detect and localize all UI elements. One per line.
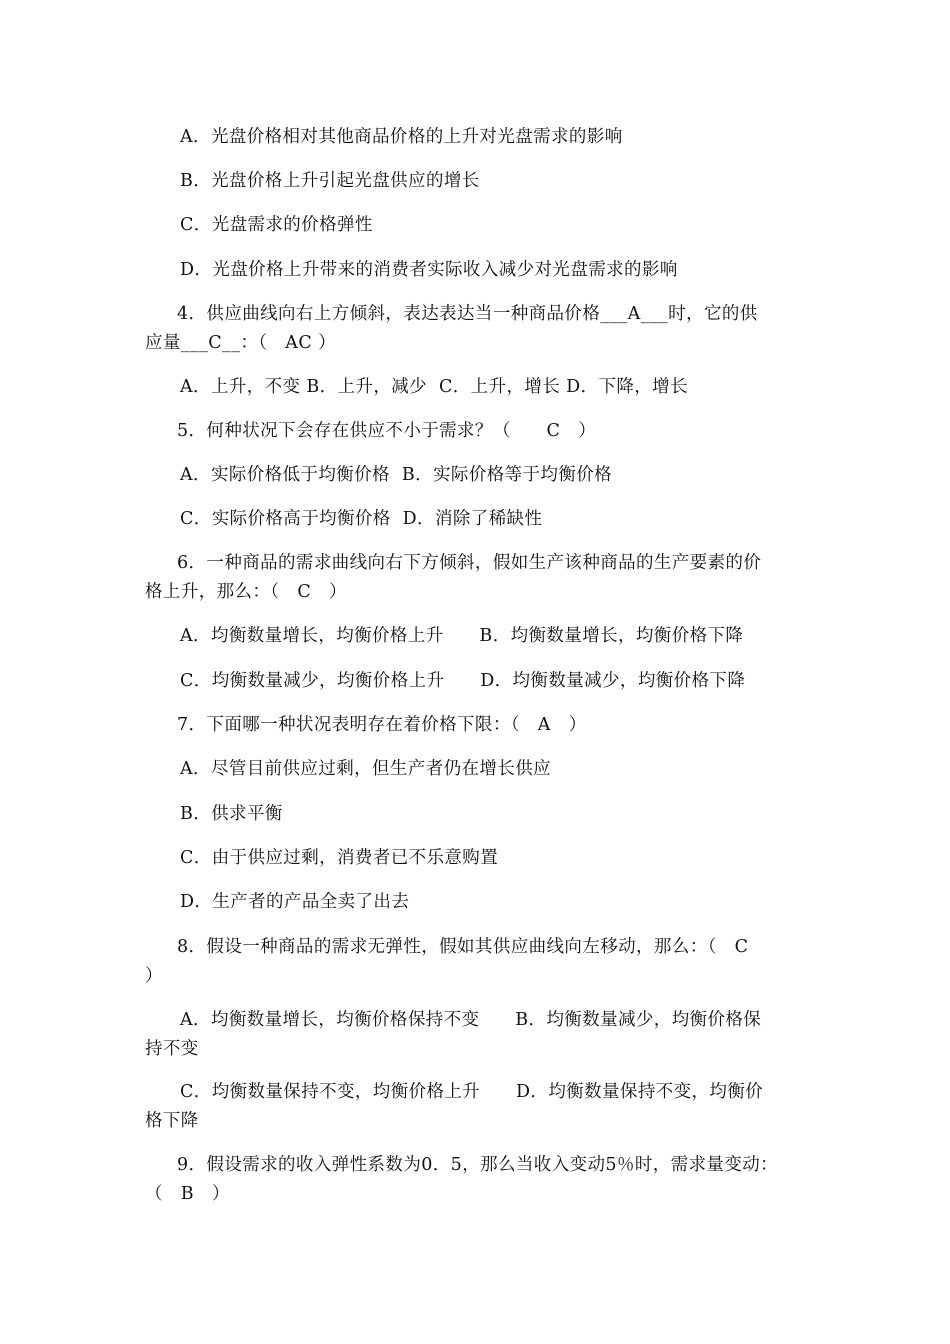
question-9-line-1: 9．假设需求的收入弹性系数为0．5，那么当收入变动5％时，需求量变动：: [177, 1155, 779, 1175]
options-8-ab-line-2: 持不变: [145, 1039, 199, 1059]
question-4-line-1: 4．供应曲线向右上方倾斜，表达表达当一种商品价格___A___时，它的供: [177, 304, 758, 324]
question-4-line-2: 应量___C__：（ AC ）: [145, 333, 336, 353]
option-7c: C．由于供应过剩，消费者已不乐意购置: [180, 848, 499, 868]
question-6-line-1: 6．一种商品的需求曲线向右下方倾斜，假如生产该种商品的生产要素的价: [177, 553, 762, 573]
option-3a: A．光盘价格相对其他商品价格的上升对光盘需求的影响: [180, 127, 623, 147]
option-3c: C．光盘需求的价格弹性: [180, 215, 373, 235]
options-6-cd: C．均衡数量减少，均衡价格上升 D．均衡数量减少，均衡价格下降: [180, 671, 746, 691]
option-7d: D．生产者的产品全卖了出去: [180, 892, 410, 912]
options-8-cd-line-2: 格下降: [145, 1111, 199, 1131]
question-5: 5．何种状况下会存在供应不小于需求？（ C ）: [177, 421, 597, 441]
options-5-cd: C．实际价格高于均衡价格 D．消除了稀缺性: [180, 509, 543, 529]
question-7: 7．下面哪一种状况表明存在着价格下限：（ A ）: [177, 715, 587, 735]
options-5-ab: A．实际价格低于均衡价格 B．实际价格等于均衡价格: [180, 465, 613, 485]
question-8-line-2: ）: [145, 966, 163, 986]
question-8-line-1: 8．假设一种商品的需求无弹性，假如其供应曲线向左移动，那么：（ C: [177, 937, 749, 957]
options-6-ab: A．均衡数量增长，均衡价格上升 B．均衡数量增长，均衡价格下降: [180, 626, 744, 646]
question-6-line-2: 格上升，那么：（ C ）: [145, 582, 347, 602]
options-8-cd-line-1: C．均衡数量保持不变，均衡价格上升 D．均衡数量保持不变，均衡价: [180, 1082, 764, 1102]
options-4: A．上升，不变 B．上升，减少 C．上升，增长 D．下降，增长: [180, 377, 688, 397]
options-8-ab-line-1: A．均衡数量增长，均衡价格保持不变 B．均衡数量减少，均衡价格保: [180, 1010, 762, 1030]
option-7a: A．尽管目前供应过剩，但生产者仍在增长供应: [180, 759, 552, 779]
option-3b: B．光盘价格上升引起光盘供应的增长: [180, 171, 480, 191]
option-7b: B．供求平衡: [180, 804, 283, 824]
option-3d: D．光盘价格上升带来的消费者实际收入减少对光盘需求的影响: [180, 260, 678, 280]
question-9-line-2: （ B ）: [145, 1184, 230, 1204]
